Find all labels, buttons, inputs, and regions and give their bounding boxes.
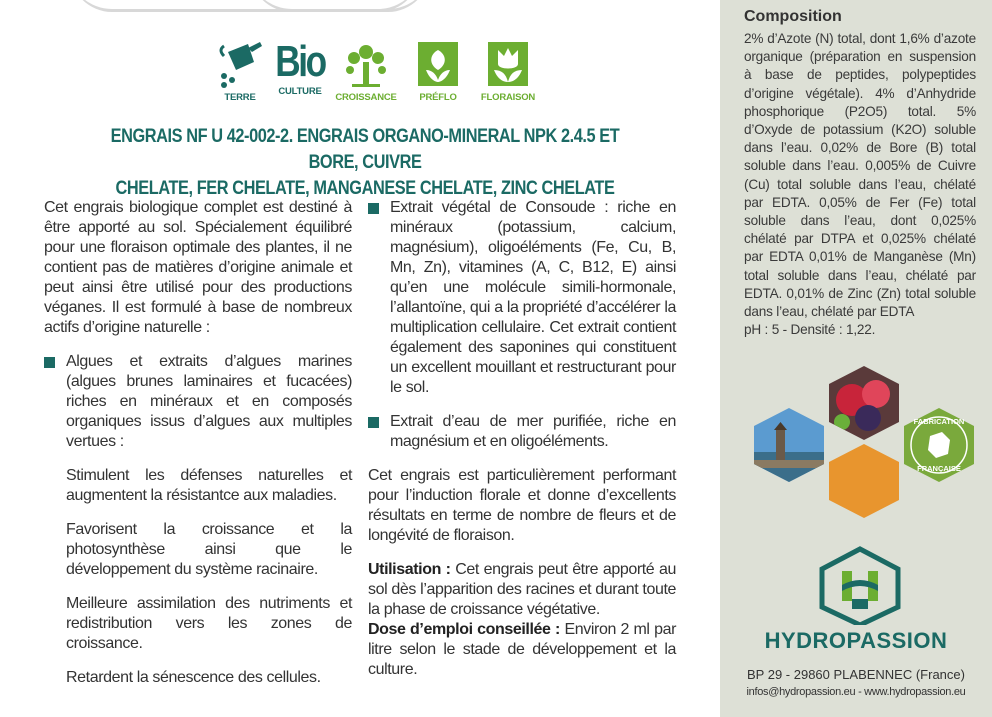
orange-hexagon [829,444,899,518]
intro-paragraph: Cet engrais biologique complet est destiné à être apporté au sol. Spécialement équilibré pour une floraison optimale des plantes, il ne contient pas de matières d’origine animale et peut ainsi être utilisé pour des productions véganes. Il est formulé à base de nombreux actifs d’origine naturelle : [44,199,352,336]
bullet-consoude [368,198,676,398]
preflo-badge [403,40,473,103]
culture-badge [265,37,335,97]
dose-label: Dose d’emploi conseillée : [368,621,560,638]
brand-name: HYDROPASSION [764,628,948,653]
ph-density: pH : 5 - Densité : 1,22. [744,322,876,338]
watering-can-icon [214,40,266,90]
bio-logo: Bio [275,37,325,86]
dose-paragraph [368,620,676,680]
benefit-item: Retardent la sénescence des cellules. [66,669,321,686]
croissance-badge [331,40,401,103]
bullet-algae [44,352,352,452]
badge-line-2: FRANÇAISE [917,464,961,473]
berries-photo [824,360,904,442]
badge-line-1: FABRICATION [913,417,965,426]
usage-label: Utilisation : [368,561,451,578]
bullet-algae-text: Algues et extraits d’algues marines (algues brunes laminaires et fucacées) riches en minéraux et en composés organiques issus d’algues aux multiples vertues : [66,353,352,450]
composition-text [744,30,976,339]
headline-line-2: CHELATE, FER CHELATE, MANGANESE CHELATE, ZINC CHELATE [115,178,615,199]
floraison-label: FLORAISON [480,92,536,103]
composition-title: Composition [744,8,842,25]
bullet-square-icon [368,203,379,214]
company-contact: infos@hydropassion.eu - www.hydropassion.eu [746,686,966,698]
bullet-sea-water-text: Extrait d’eau de mer purifiée, riche en magnésium et en oligoéléments. [390,413,676,450]
terre-label: TERRE [224,92,256,103]
hydropassion-logo-icon [812,545,908,625]
performance-paragraph: Cet engrais est particulièrement performant pour l’induction florale et donne d’excellents résultats en terme de nombre de fleurs et de longévité de floraison. [368,467,676,544]
usage-paragraph [368,560,676,620]
benefit-item: Meilleure assimilation des nutriments et redistribution vers les zones de croissance. [66,595,352,652]
floraison-badge [473,40,543,103]
bullet-consoude-text: Extrait végétal de Consoude : riche en minéraux (potassium, calcium, magnésium), oligoéléments (Fe, Cu, B, Mn, Zn), vitamines (A, C, B12, E) ainsi qu’en une molécule simili-hormonale, l’allantoïne, qui a la propriété d’accélérer la multiplication cellulaire. Cet extrait contient également des saponines qui constituent un excellent mouillant et restructurant pour le sol. [390,199,676,396]
lighthouse-photo [744,400,834,492]
tree-icon [340,40,392,90]
flower-icon [482,40,534,90]
benefit-item: Favorisent la croissance et la photosynthèse ainsi que le développement du système racinaire. [66,521,352,578]
headline-line-1: ENGRAIS NF U 42-002-2. ENGRAIS ORGANO-MINERAL NPK 2.4.5 ET BORE, CUIVRE [110,126,620,173]
usage-text: Cet engrais peut être apporté au sol dès l’apparition des racines et durant toute la phase de croissance végétative. [368,561,676,618]
composition-body: 2% d’Azote (N) total, dont 1,6% d’azote organique (préparation en suspension à base de peptides, polypeptides d’origine végétale). 4% d’Anhydride phosphorique (P2O5) total. 5% d’Oxyde de potassium (K2O) soluble dans l’eau. 0,02% de Bore (B) total soluble dans l’eau. 0,005% de Cuivre (Cu) total soluble dans l’eau, chélaté par EDTA. 0,05% de Fer (Fe) total soluble dans l’eau, dont 0,025% chélaté par DTPA et 0,025% chélaté par EDTA 0,01% de Manganèse (Mn) total soluble dans l’eau, chélaté par EDTA. 0,01% de Zinc (Zn) total soluble dans l’eau, chélaté par EDTA [744,31,976,320]
company-address: BP 29 - 29860 PLABENNEC (France) [747,667,965,682]
left-column [44,198,352,702]
header-icons [205,37,540,108]
hexagon-collage [744,360,984,520]
benefit-item: Stimulent les défenses naturelles et augmentent la résistantce aux maladies. [66,467,352,504]
croissance-label: CROISSANCE [335,92,397,103]
bullet-sea-water [368,412,676,452]
flower-bud-icon [412,40,464,90]
bullet-square-icon [44,357,55,368]
bullet-square-icon [368,417,379,428]
product-headline [86,124,645,202]
preflo-label: PRÉFLO [419,92,457,103]
culture-label: CULTURE [278,86,322,97]
dose-text: Environ 2 ml par litre selon le stade de développement et la culture. [368,621,676,678]
middle-column [368,198,676,694]
